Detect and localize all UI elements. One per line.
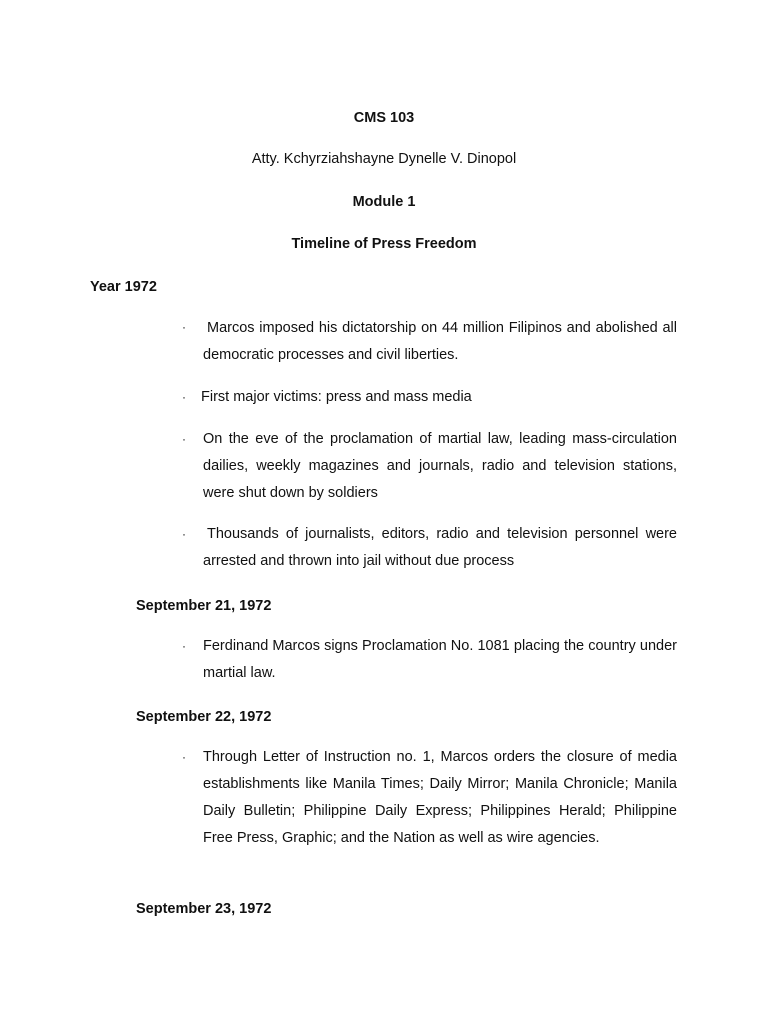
list-item: Thousands of journalists, editors, radio and television personnel were arrested and thrown into jail without due process xyxy=(203,526,677,569)
list-item: Ferdinand Marcos signs Proclamation No. 1081 placing the country under martial law. xyxy=(203,638,677,681)
bullet-marker: · xyxy=(182,639,186,653)
document-title: Timeline of Press Freedom xyxy=(291,236,477,252)
section-heading-sep-23: September 23, 1972 xyxy=(136,901,272,917)
bullet-marker: · xyxy=(182,527,186,541)
section-heading-year-1972: Year 1972 xyxy=(90,279,157,295)
bullet-marker: · xyxy=(182,320,186,334)
list-item: On the eve of the proclamation of martial law, leading mass-circulation dailies, weekly magazines and journals, radio and television stations, were shut down by soldiers xyxy=(203,431,677,501)
bullet-marker: · xyxy=(182,750,186,764)
instructor-name: Atty. Kchyrziahshayne Dynelle V. Dinopol xyxy=(251,151,517,167)
section-heading-sep-22: September 22, 1972 xyxy=(136,709,272,725)
module-title: Module 1 xyxy=(352,194,416,210)
list-item: Through Letter of Instruction no. 1, Marcos orders the closure of media establishments like Manila Times; Daily Mirror; Manila Chronicle; Manila Daily Bulletin; Philippine Daily Express; Philippines Herald; Philippine Free Press, Graphic; and the Nation as well as wire agencies. xyxy=(203,749,677,846)
list-item: First major victims: press and mass media xyxy=(201,389,472,405)
list-item: Marcos imposed his dictatorship on 44 million Filipinos and abolished all democratic processes and civil liberties. xyxy=(203,320,677,363)
bullet-marker: · xyxy=(182,390,186,404)
course-code: CMS 103 xyxy=(353,110,415,126)
bullet-marker: · xyxy=(182,432,186,446)
section-heading-sep-21: September 21, 1972 xyxy=(136,598,272,614)
